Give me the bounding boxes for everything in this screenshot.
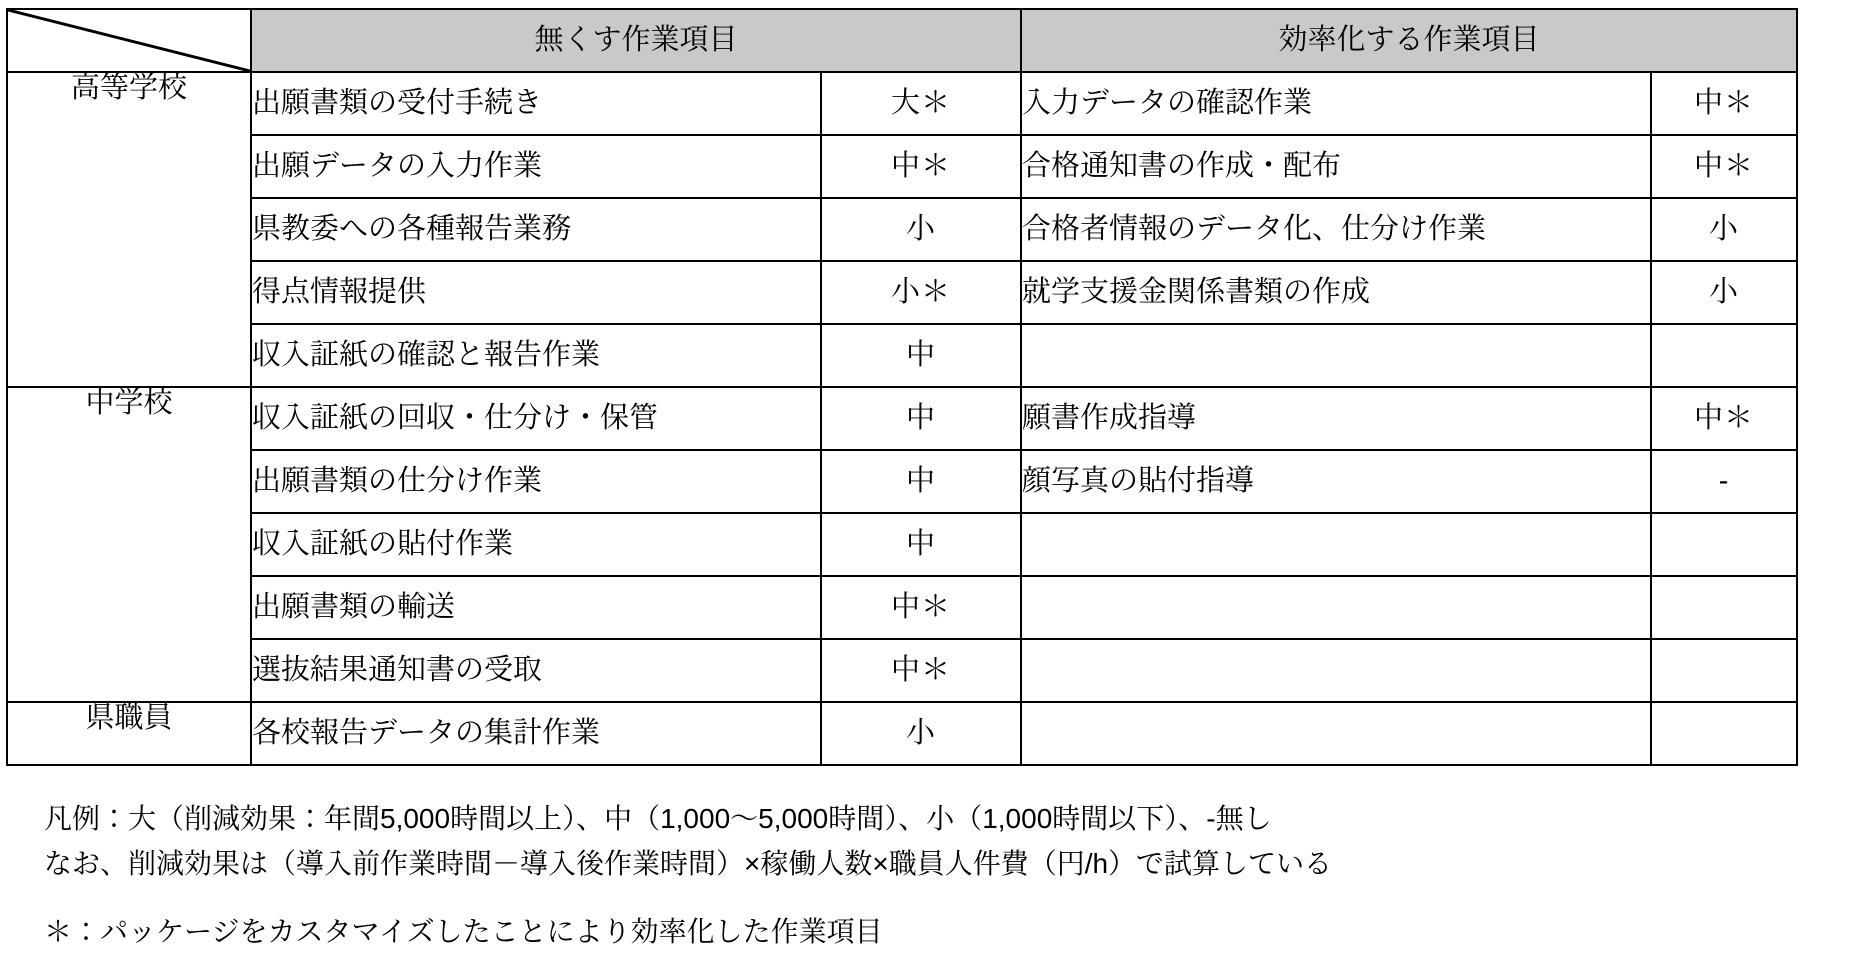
- table-row: [7, 702, 1797, 765]
- task-eliminate-cell: 得点情報提供: [251, 261, 821, 324]
- effect-eliminate-cell: 中: [821, 387, 1021, 450]
- table-row: [7, 639, 1797, 702]
- legend-line-3: ＊：パッケージをカスタマイズしたことにより効率化した作業項目: [44, 915, 883, 947]
- effect-efficiency-cell: 中＊: [1651, 72, 1797, 135]
- table-row: [7, 576, 1797, 639]
- task-eliminate-cell: 出願書類の仕分け作業: [251, 450, 821, 513]
- task-efficiency-cell: 入力データの確認作業: [1021, 72, 1651, 135]
- effect-eliminate-cell: 小＊: [821, 261, 1021, 324]
- table-body: [7, 72, 1797, 765]
- task-eliminate-cell: 収入証紙の回収・仕分け・保管: [251, 387, 821, 450]
- work-items-table: [6, 8, 1798, 766]
- effect-efficiency-cell: 中＊: [1651, 135, 1797, 198]
- task-eliminate-cell: 出願書類の受付手続き: [251, 72, 821, 135]
- table-row: [7, 324, 1797, 387]
- effect-efficiency-cell: 中＊: [1651, 387, 1797, 450]
- table-row: [7, 513, 1797, 576]
- effect-eliminate-cell: 中: [821, 513, 1021, 576]
- effect-efficiency-cell: [1651, 702, 1797, 765]
- effect-efficiency-cell: [1651, 576, 1797, 639]
- effect-eliminate-cell: 中: [821, 324, 1021, 387]
- effect-eliminate-cell: 中＊: [821, 135, 1021, 198]
- table-row: [7, 72, 1797, 135]
- table-corner-cell: [7, 9, 251, 72]
- task-eliminate-cell: 出願書類の輸送: [251, 576, 821, 639]
- task-efficiency-cell: [1021, 324, 1651, 387]
- table-row: [7, 198, 1797, 261]
- table-row: [7, 387, 1797, 450]
- legend-line-1: 凡例：大（削減効果：年間5,000時間以上）、中（1,000～5,000時間）、小（1,000時間以下）、-無し: [44, 803, 1272, 834]
- effect-efficiency-cell: [1651, 513, 1797, 576]
- table-row: [7, 450, 1797, 513]
- effect-efficiency-cell: 小: [1651, 261, 1797, 324]
- table-header: [7, 9, 1797, 72]
- task-eliminate-cell: 出願データの入力作業: [251, 135, 821, 198]
- task-eliminate-cell: 収入証紙の貼付作業: [251, 513, 821, 576]
- table-row: [7, 135, 1797, 198]
- category-cell: 高等学校: [7, 72, 251, 387]
- task-efficiency-cell: 合格通知書の作成・配布: [1021, 135, 1651, 198]
- task-efficiency-cell: [1021, 576, 1651, 639]
- category-cell: 中学校: [7, 387, 251, 702]
- effect-eliminate-cell: 中: [821, 450, 1021, 513]
- effect-efficiency-cell: 小: [1651, 198, 1797, 261]
- effect-eliminate-cell: 小: [821, 702, 1021, 765]
- task-efficiency-cell: [1021, 639, 1651, 702]
- header-eliminate: 無くす作業項目: [251, 9, 1021, 72]
- task-efficiency-cell: [1021, 513, 1651, 576]
- task-efficiency-cell: 合格者情報のデータ化、仕分け作業: [1021, 198, 1651, 261]
- task-eliminate-cell: 各校報告データの集計作業: [251, 702, 821, 765]
- task-eliminate-cell: 収入証紙の確認と報告作業: [251, 324, 821, 387]
- effect-efficiency-cell: [1651, 324, 1797, 387]
- effect-eliminate-cell: 中＊: [821, 576, 1021, 639]
- task-efficiency-cell: 顔写真の貼付指導: [1021, 450, 1651, 513]
- header-efficiency: 効率化する作業項目: [1021, 9, 1797, 72]
- task-efficiency-cell: [1021, 702, 1651, 765]
- effect-eliminate-cell: 中＊: [821, 639, 1021, 702]
- legend-line-2: なお、削減効果は（導入前作業時間－導入後作業時間）×稼働人数×職員人件費（円/h）で試算している: [44, 848, 1333, 880]
- effect-efficiency-cell: -: [1651, 450, 1797, 513]
- table-header-row: [7, 9, 1797, 72]
- effect-eliminate-cell: 大＊: [821, 72, 1021, 135]
- effect-eliminate-cell: 小: [821, 198, 1021, 261]
- diagonal-line-icon: [8, 10, 250, 71]
- task-eliminate-cell: 県教委への各種報告業務: [251, 198, 821, 261]
- table-row: [7, 261, 1797, 324]
- category-cell: 県職員: [7, 702, 251, 765]
- task-eliminate-cell: 選抜結果通知書の受取: [251, 639, 821, 702]
- task-efficiency-cell: 就学支援金関係書類の作成: [1021, 261, 1651, 324]
- effect-efficiency-cell: [1651, 639, 1797, 702]
- table-notes: [44, 796, 1855, 954]
- task-efficiency-cell: 願書作成指導: [1021, 387, 1651, 450]
